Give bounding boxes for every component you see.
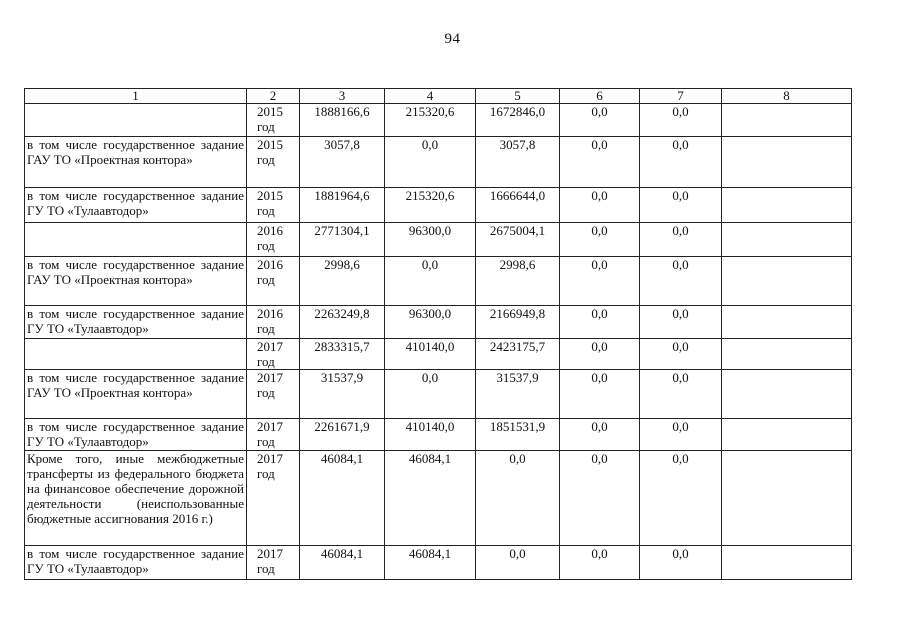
row-description xyxy=(25,223,247,257)
row-description: в том числе государственное задание ГУ ТО «Тулаавтодор» xyxy=(25,419,247,451)
cell-federal: 96300,0 xyxy=(385,223,476,257)
cell-federal: 410140,0 xyxy=(385,339,476,370)
row-description: в том числе государственное задание ГУ ТО «Тулаавтодор» xyxy=(25,546,247,580)
cell-municipal: 0,0 xyxy=(560,188,640,223)
cell-total: 2998,6 xyxy=(300,257,385,306)
cell-municipal: 0,0 xyxy=(560,419,640,451)
cell-other: 0,0 xyxy=(640,137,722,188)
cell-note xyxy=(722,188,852,223)
row-description xyxy=(25,339,247,370)
cell-total: 1881964,6 xyxy=(300,188,385,223)
table-row xyxy=(25,339,852,370)
cell-other: 0,0 xyxy=(640,370,722,419)
column-header: 8 xyxy=(722,89,852,104)
cell-municipal: 0,0 xyxy=(560,257,640,306)
cell-regional: 1672846,0 xyxy=(476,104,560,137)
column-header: 4 xyxy=(385,89,476,104)
table-row xyxy=(25,546,852,580)
column-header: 6 xyxy=(560,89,640,104)
cell-note xyxy=(722,223,852,257)
cell-federal: 96300,0 xyxy=(385,306,476,339)
column-header: 7 xyxy=(640,89,722,104)
cell-total: 3057,8 xyxy=(300,137,385,188)
cell-other: 0,0 xyxy=(640,546,722,580)
cell-federal: 215320,6 xyxy=(385,104,476,137)
row-year: 2017 год xyxy=(247,370,300,419)
row-description: в том числе государственное задание ГУ ТО «Тулаавтодор» xyxy=(25,188,247,223)
cell-municipal: 0,0 xyxy=(560,306,640,339)
row-year: 2016 год xyxy=(247,257,300,306)
cell-municipal: 0,0 xyxy=(560,339,640,370)
row-year: 2017 год xyxy=(247,546,300,580)
table-row xyxy=(25,419,852,451)
cell-total: 2263249,8 xyxy=(300,306,385,339)
column-header: 5 xyxy=(476,89,560,104)
row-description: в том числе государственное задание ГАУ ТО «Проектная контора» xyxy=(25,137,247,188)
row-description: в том числе государственное задание ГАУ ТО «Проектная контора» xyxy=(25,257,247,306)
cell-total: 31537,9 xyxy=(300,370,385,419)
cell-note xyxy=(722,257,852,306)
cell-federal: 0,0 xyxy=(385,370,476,419)
cell-other: 0,0 xyxy=(640,339,722,370)
cell-other: 0,0 xyxy=(640,306,722,339)
cell-municipal: 0,0 xyxy=(560,451,640,546)
budget-table xyxy=(24,88,852,580)
row-year: 2016 год xyxy=(247,223,300,257)
cell-other: 0,0 xyxy=(640,419,722,451)
cell-regional: 0,0 xyxy=(476,546,560,580)
cell-municipal: 0,0 xyxy=(560,137,640,188)
cell-municipal: 0,0 xyxy=(560,546,640,580)
table-row xyxy=(25,451,852,546)
cell-total: 2261671,9 xyxy=(300,419,385,451)
row-year: 2015 год xyxy=(247,104,300,137)
cell-note xyxy=(722,137,852,188)
table-row xyxy=(25,370,852,419)
row-description: в том числе государственное задание ГАУ ТО «Проектная контора» xyxy=(25,370,247,419)
cell-federal: 410140,0 xyxy=(385,419,476,451)
cell-note xyxy=(722,370,852,419)
column-header: 3 xyxy=(300,89,385,104)
cell-note xyxy=(722,104,852,137)
table-row xyxy=(25,104,852,137)
table-header-row xyxy=(25,89,852,104)
cell-note xyxy=(722,546,852,580)
row-year: 2015 год xyxy=(247,188,300,223)
cell-regional: 31537,9 xyxy=(476,370,560,419)
row-year: 2017 год xyxy=(247,451,300,546)
cell-municipal: 0,0 xyxy=(560,223,640,257)
cell-regional: 2675004,1 xyxy=(476,223,560,257)
cell-federal: 0,0 xyxy=(385,137,476,188)
row-description xyxy=(25,104,247,137)
row-year: 2016 год xyxy=(247,306,300,339)
cell-other: 0,0 xyxy=(640,188,722,223)
cell-federal: 0,0 xyxy=(385,257,476,306)
column-header: 1 xyxy=(25,89,247,104)
cell-total: 2833315,7 xyxy=(300,339,385,370)
cell-other: 0,0 xyxy=(640,104,722,137)
table-row xyxy=(25,137,852,188)
table-row xyxy=(25,306,852,339)
cell-other: 0,0 xyxy=(640,257,722,306)
cell-other: 0,0 xyxy=(640,451,722,546)
cell-note xyxy=(722,306,852,339)
cell-total: 46084,1 xyxy=(300,451,385,546)
cell-regional: 3057,8 xyxy=(476,137,560,188)
table-row xyxy=(25,188,852,223)
cell-regional: 1851531,9 xyxy=(476,419,560,451)
cell-total: 46084,1 xyxy=(300,546,385,580)
cell-note xyxy=(722,451,852,546)
row-year: 2015 год xyxy=(247,137,300,188)
cell-note xyxy=(722,339,852,370)
row-description: Кроме того, иные межбюджетные трансферты из федерального бюджета на финансовое обеспечение дорожной деятельности (неиспользованные бюджетные ассигнования 2016 г.) xyxy=(25,451,247,546)
cell-regional: 2423175,7 xyxy=(476,339,560,370)
cell-federal: 46084,1 xyxy=(385,546,476,580)
row-year: 2017 год xyxy=(247,419,300,451)
cell-municipal: 0,0 xyxy=(560,104,640,137)
page-number: 94 xyxy=(444,31,461,47)
cell-total: 2771304,1 xyxy=(300,223,385,257)
cell-other: 0,0 xyxy=(640,223,722,257)
cell-federal: 46084,1 xyxy=(385,451,476,546)
table-row xyxy=(25,223,852,257)
cell-regional: 0,0 xyxy=(476,451,560,546)
row-year: 2017 год xyxy=(247,339,300,370)
table-row xyxy=(25,257,852,306)
cell-note xyxy=(722,419,852,451)
cell-regional: 2998,6 xyxy=(476,257,560,306)
cell-federal: 215320,6 xyxy=(385,188,476,223)
column-header: 2 xyxy=(247,89,300,104)
cell-regional: 2166949,8 xyxy=(476,306,560,339)
cell-regional: 1666644,0 xyxy=(476,188,560,223)
row-description: в том числе государственное задание ГУ ТО «Тулаавтодор» xyxy=(25,306,247,339)
cell-municipal: 0,0 xyxy=(560,370,640,419)
cell-total: 1888166,6 xyxy=(300,104,385,137)
